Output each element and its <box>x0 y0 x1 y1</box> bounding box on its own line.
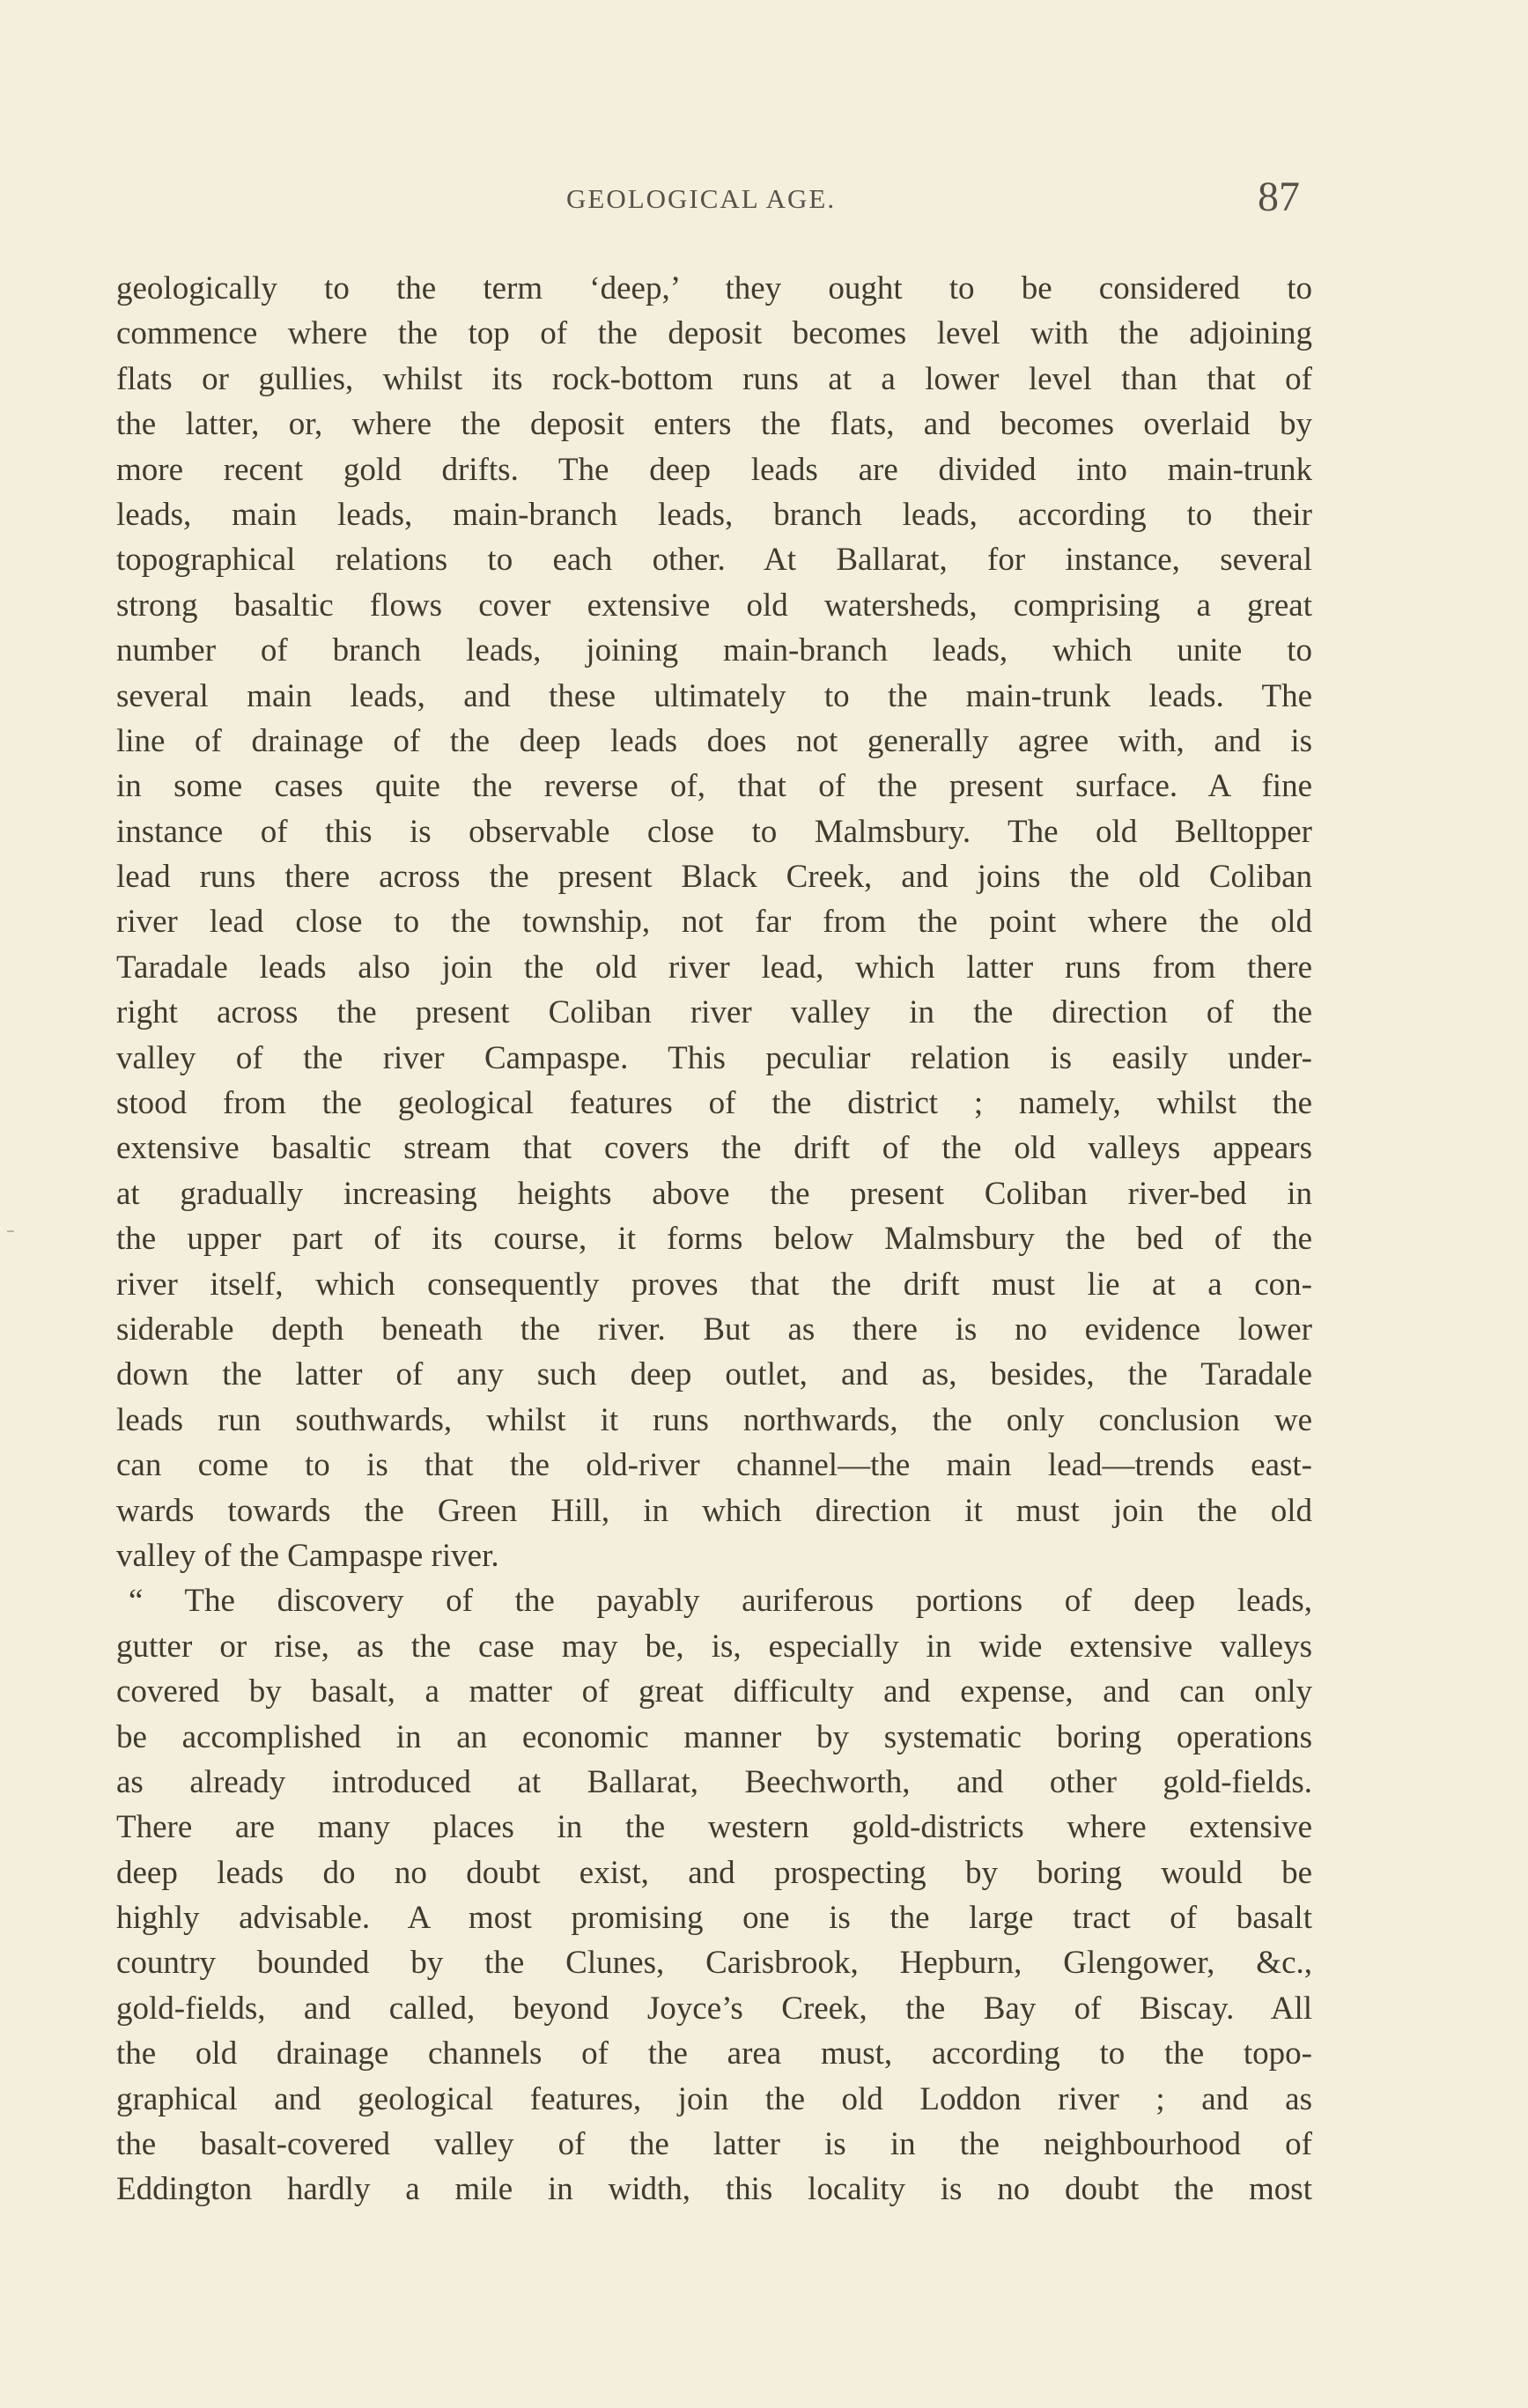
text-line: valley of the Campaspe river. <box>116 1537 499 1574</box>
text-line: line of drainage of the deep leads does not generally agree with, and is <box>116 722 1312 759</box>
text-line: as already introduced at Ballarat, Beechworth, and other gold-fields. <box>116 1763 1312 1800</box>
paragraph <box>116 1578 1312 2212</box>
text-line: highly advisable. A most promising one is the large tract of basalt <box>116 1900 1312 1937</box>
text-line: at gradually increasing heights above the present Coliban river-bed in <box>116 1175 1312 1212</box>
text-line: leads run southwards, whilst it runs northwards, the only conclusion we <box>116 1401 1312 1438</box>
text-line: gold-fields, and called, beyond Joyce’s Creek, the Bay of Biscay. All <box>116 1990 1312 2027</box>
text-line: stood from the geological features of the district ; namely, whilst the <box>116 1085 1312 1122</box>
body-text <box>116 266 1312 2212</box>
page-number: 87 <box>1258 174 1300 220</box>
text-line: covered by basalt, a matter of great difficulty and expense, and can only <box>116 1673 1312 1710</box>
text-line: the basalt-covered valley of the latter is in the neighbourhood of <box>116 2126 1312 2163</box>
text-line: geologically to the term ‘deep,’ they ought to be considered to <box>116 270 1312 307</box>
text-line: “ The discovery of the payably auriferous portions of deep leads, <box>129 1583 1312 1620</box>
text-line: topographical relations to each other. At Ballarat, for instance, several <box>116 542 1312 579</box>
text-line: extensive basaltic stream that covers the drift of the old valleys appears <box>116 1130 1312 1167</box>
margin-mark <box>7 1230 14 1232</box>
text-line: There are many places in the western gold-districts where extensive <box>116 1809 1312 1846</box>
text-line: wards towards the Green Hill, in which direction it must join the old <box>116 1492 1312 1529</box>
text-line: Eddington hardly a mile in width, this locality is no doubt the most <box>116 2171 1312 2208</box>
paragraph <box>116 266 1312 1578</box>
text-line: graphical and geological features, join the old Loddon river ; and as <box>116 2080 1312 2117</box>
text-line: country bounded by the Clunes, Carisbrook, Hepburn, Glengower, &c., <box>116 1945 1312 1982</box>
running-head: GEOLOGICAL AGE. <box>566 183 837 214</box>
text-line: the upper part of its course, it forms below Malmsbury the bed of the <box>116 1221 1312 1258</box>
text-line: be accomplished in an economic manner by systematic boring operations <box>116 1718 1312 1755</box>
text-line: flats or gullies, whilst its rock-bottom runs at a lower level than that of <box>116 360 1312 397</box>
text-line: river itself, which consequently proves that the drift must lie at a con- <box>116 1266 1312 1303</box>
text-line: several main leads, and these ultimately to the main-trunk leads. The <box>116 677 1312 714</box>
text-line: the old drainage channels of the area must, according to the topo- <box>116 2035 1312 2072</box>
text-line: Taradale leads also join the old river lead, which latter runs from there <box>116 949 1312 986</box>
text-line: deep leads do no doubt exist, and prospecting by boring would be <box>116 1854 1312 1891</box>
text-line: in some cases quite the reverse of, that of the present surface. A fine <box>116 768 1312 805</box>
text-line: gutter or rise, as the case may be, is, especially in wide extensive valleys <box>116 1628 1312 1665</box>
text-line: valley of the river Campaspe. This peculiar relation is easily under- <box>116 1039 1312 1076</box>
text-line: can come to is that the old-river channel—the main lead—trends east- <box>116 1447 1312 1484</box>
text-line: the latter, or, where the deposit enters the flats, and becomes overlaid by <box>116 406 1312 443</box>
text-line: river lead close to the township, not far from the point where the old <box>116 904 1312 941</box>
text-line: number of branch leads, joining main-branch leads, which unite to <box>116 632 1312 669</box>
text-line: down the latter of any such deep outlet, and as, besides, the Taradale <box>116 1356 1312 1393</box>
text-line: lead runs there across the present Black Creek, and joins the old Coliban <box>116 859 1312 896</box>
text-line: more recent gold drifts. The deep leads are divided into main-trunk <box>116 451 1312 488</box>
text-line: commence where the top of the deposit becomes level with the adjoining <box>116 315 1312 352</box>
text-line: right across the present Coliban river valley in the direction of the <box>116 994 1312 1031</box>
text-line: siderable depth beneath the river. But as there is no evidence lower <box>116 1311 1312 1348</box>
text-line: strong basaltic flows cover extensive old watersheds, comprising a great <box>116 587 1312 624</box>
text-line: leads, main leads, main-branch leads, branch leads, according to their <box>116 496 1312 533</box>
text-line: instance of this is observable close to Malmsbury. The old Belltopper <box>116 813 1312 850</box>
